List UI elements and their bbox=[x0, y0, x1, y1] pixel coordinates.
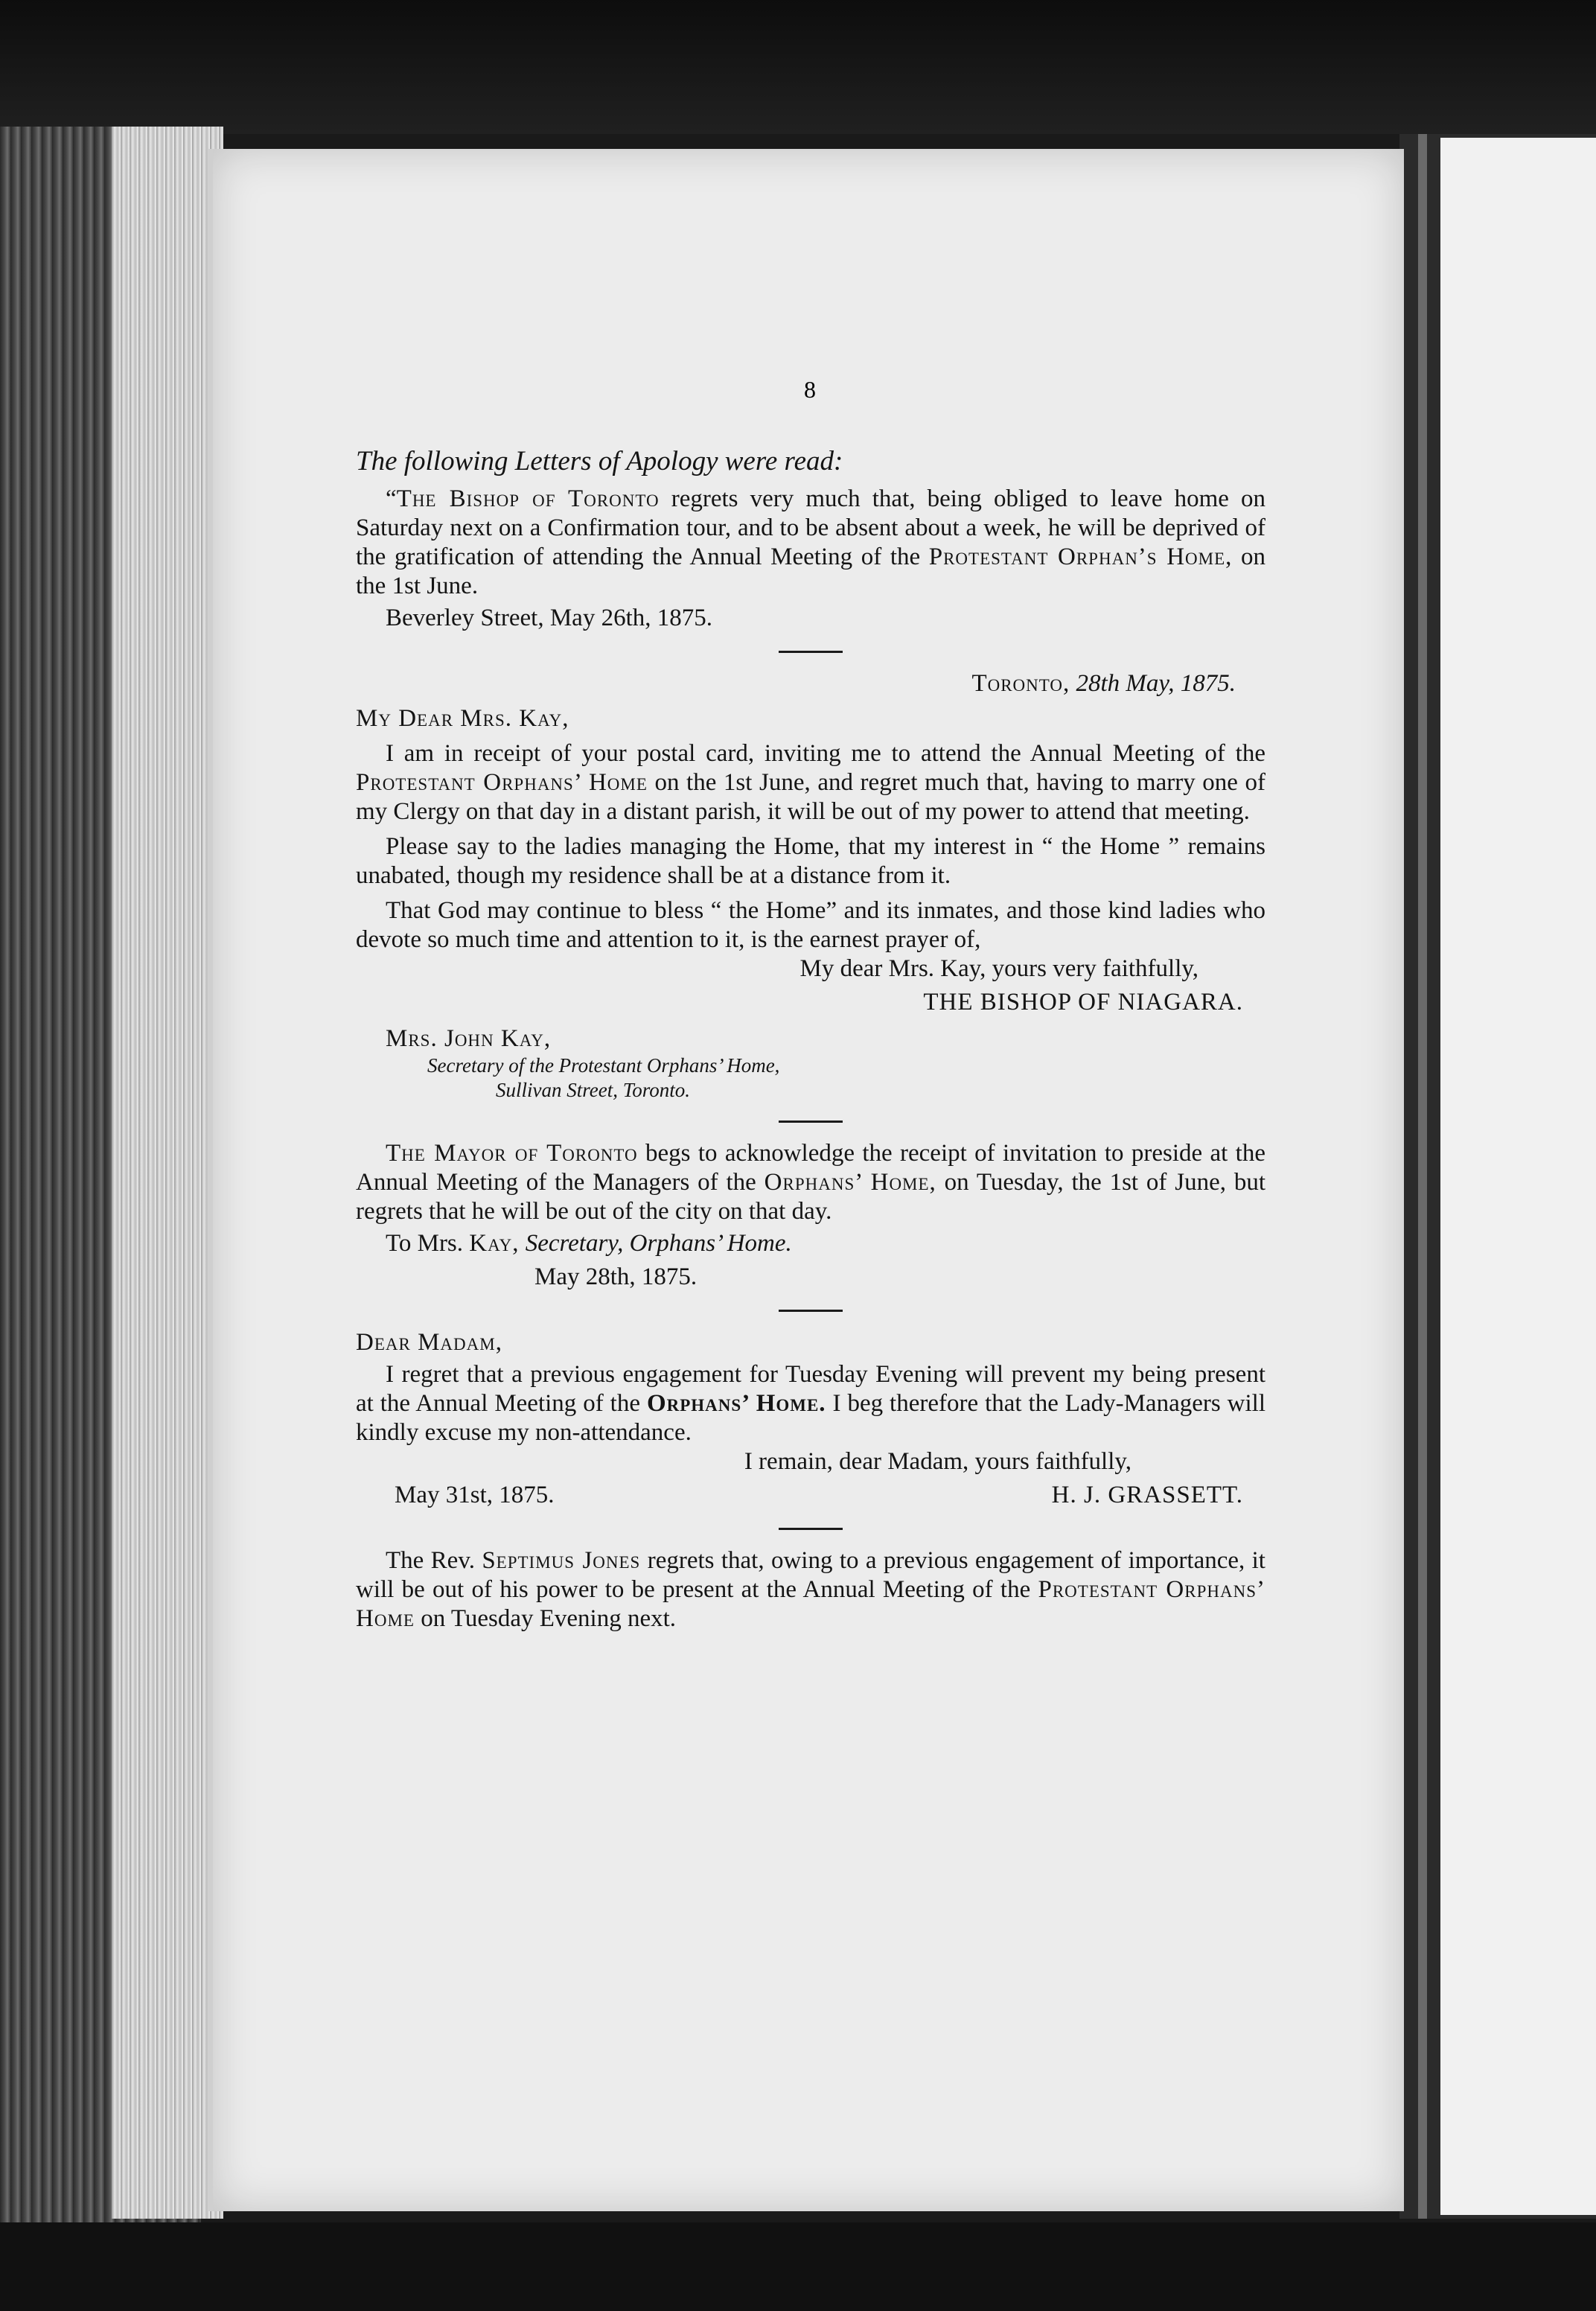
salutation: Dear Madam, bbox=[356, 1329, 502, 1356]
letter-recipient: To Mrs. Kay, Secretary, Orphans’ Home. bbox=[386, 1230, 792, 1257]
signature: THE BISHOP OF NIAGARA. bbox=[923, 989, 1243, 1016]
letter-closing: I remain, dear Madam, yours faithfully, bbox=[744, 1448, 1131, 1475]
signature-line bbox=[356, 1481, 1265, 1510]
letter-septimus-jones: The Rev. Septimus Jones regrets that, owing to a previous engagement of importance, it will be out of his power to be present at the Annual Meeting of the Protestant Orphans’ Home on Tuesday Evening next. bbox=[356, 1547, 1265, 1632]
page-stack-edge bbox=[112, 127, 223, 2219]
facing-page-edge bbox=[1418, 134, 1427, 2219]
divider-rule bbox=[779, 1121, 843, 1123]
film-border-top bbox=[0, 0, 1596, 134]
letter-mayor-toronto: The Mayor of Toronto begs to acknowledge the receipt of invitation to preside at the Annual Meeting of the Managers of the Orphans’ Home, on Tuesday, the 1st of June, but regrets that he will be out of the city on that day. bbox=[356, 1140, 1265, 1225]
facing-page bbox=[1440, 138, 1596, 2215]
dateline: Beverley Street, May 26th, 1875. bbox=[386, 605, 712, 631]
address-line: Sullivan Street, Toronto. bbox=[496, 1079, 691, 1101]
letter-paragraph: That God may continue to bless “ the Home” and its inmates, and those kind ladies who devote so much time and attention to it, is the earnest prayer of, bbox=[356, 897, 1265, 953]
divider-rule bbox=[779, 1310, 843, 1312]
page-content bbox=[356, 387, 1265, 1633]
section-heading: The following Letters of Apology were read: bbox=[356, 446, 843, 476]
letter-paragraph: Please say to the ladies managing the Home, that my interest in “ the Home ” remains unabated, though my residence shall be at a distance from it. bbox=[356, 833, 1265, 889]
letter-date: May 28th, 1875. bbox=[534, 1263, 698, 1290]
letter-date: May 31st, 1875. bbox=[395, 1482, 555, 1508]
page-number: 8 bbox=[804, 376, 816, 403]
address-line: Secretary of the Protestant Orphans’ Home, bbox=[427, 1054, 780, 1077]
divider-rule bbox=[779, 1528, 843, 1530]
divider-rule bbox=[779, 651, 843, 653]
sender-name: The Bishop of Toronto bbox=[396, 485, 660, 512]
letter-closing: My dear Mrs. Kay, yours very faithfully, bbox=[799, 955, 1198, 982]
letter-bishop-toronto: “The Bishop of Toronto regrets very much that, being obliged to leave home on Saturday next on a Confirmation tour, and to be absent about a week, he will be deprived of the gratification of attending the Annual Meeting of the Protestant Orphan’s Home, on the 1st June. bbox=[356, 485, 1265, 599]
signature: H. J. GRASSETT. bbox=[1051, 1482, 1243, 1508]
addressee: Mrs. John Kay, bbox=[386, 1025, 552, 1052]
letter-paragraph: I regret that a previous engagement for Tuesday Evening will prevent my being present at the Annual Meeting of the Orphans’ Home. I beg therefore that the Lady-Managers will kindly excuse my non-attendance. bbox=[356, 1361, 1265, 1446]
salutation: My Dear Mrs. Kay, bbox=[356, 705, 569, 732]
letter-date: Toronto, 28th May, 1875. bbox=[971, 670, 1236, 697]
institution-name: Protestant Orphan’s Home, bbox=[928, 544, 1233, 570]
film-border-bottom bbox=[0, 2222, 1596, 2311]
letter-paragraph: I am in receipt of your postal card, inviting me to attend the Annual Meeting of the Protestant Orphans’ Home on the 1st June, and regret much that, having to marry one of my Clergy on that day in a distant parish, it will be out of my power to attend that meeting. bbox=[356, 740, 1265, 825]
